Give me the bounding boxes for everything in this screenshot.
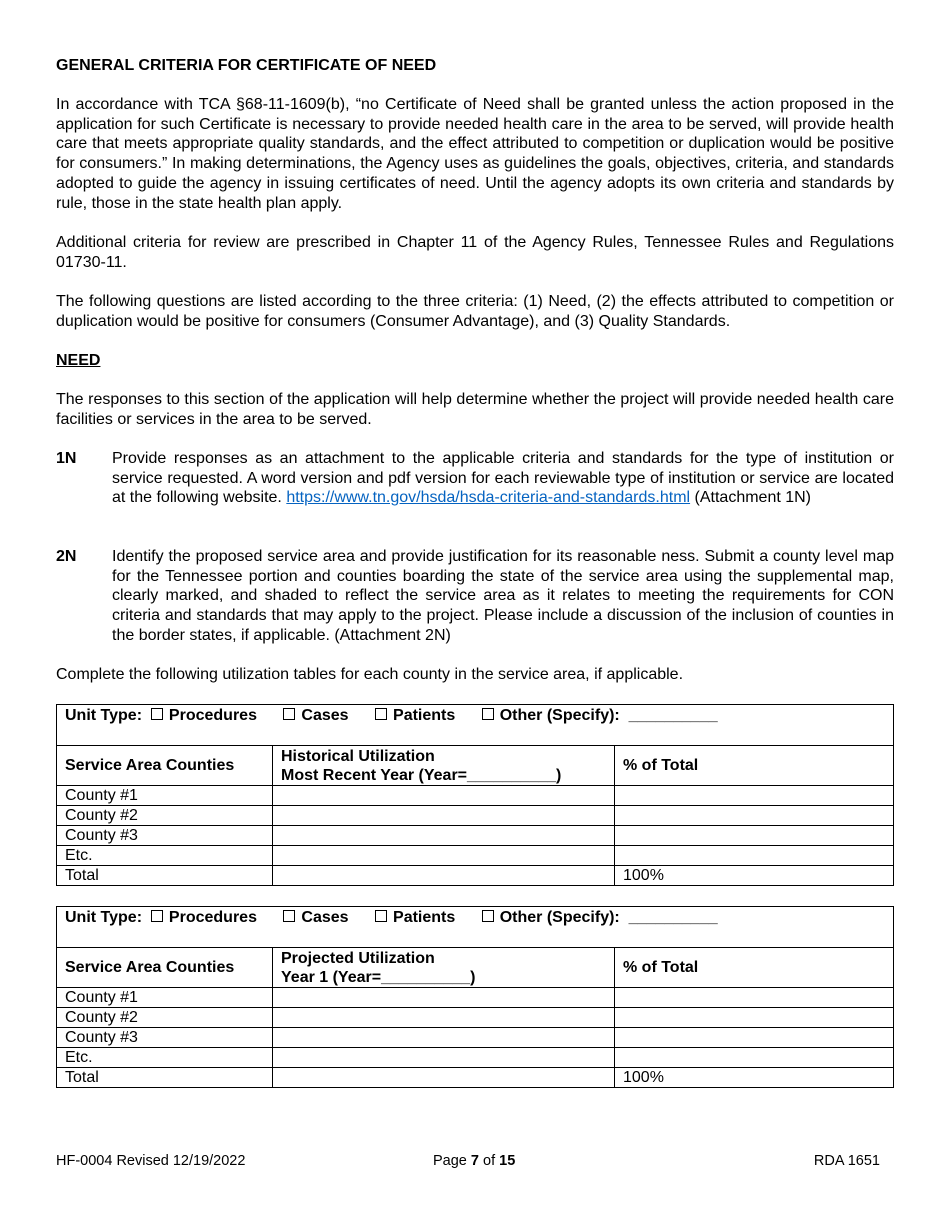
unit-type-row — [57, 907, 894, 948]
checkbox-icon — [151, 708, 163, 720]
checkbox-procedures[interactable]: Procedures — [151, 707, 257, 724]
table-row: Etc. — [57, 1048, 894, 1068]
header-percent: % of Total — [615, 746, 894, 786]
header-counties: Service Area Counties — [57, 948, 273, 988]
paragraph-tca: In accordance with TCA §68-11-1609(b), “no Certificate of Need shall be granted unless the action proposed in the application for such Certificate is necessary to provide needed health care in the area to be served, will provide health care that meets appropriate quality standards, and the effect attributed to competition or duplication would be positive for consumers.” In making determinations, the Agency uses as guidelines the goals, objectives, criteria, and standards adopted to guide the agency in issuing certificates of need. Until the agency adopts its own criteria and standards by rule, those in the state health plan apply. — [56, 96, 894, 212]
table-row: County #2 — [57, 1008, 894, 1028]
question-number: 1N — [56, 450, 77, 467]
table-row: County #2 — [57, 806, 894, 826]
header-counties: Service Area Counties — [57, 746, 273, 786]
table-row-total: Total 100% — [57, 1068, 894, 1088]
checkbox-icon — [482, 910, 494, 922]
checkbox-other[interactable]: Other (Specify): — [482, 707, 620, 724]
need-heading: NEED — [56, 352, 101, 369]
checkbox-procedures[interactable]: Procedures — [151, 909, 257, 926]
footer-rda: RDA 1651 — [813, 1153, 880, 1169]
unit-type-label: Unit Type: — [65, 707, 143, 724]
checkbox-icon — [482, 708, 494, 720]
question-1n — [56, 449, 894, 508]
header-utilization: Projected Utilization Year 1 (Year=__________) — [273, 948, 615, 988]
table-row: County #1 — [57, 786, 894, 806]
checkbox-other[interactable]: Other (Specify): — [482, 909, 620, 926]
question-number: 2N — [56, 548, 77, 565]
checkbox-patients[interactable]: Patients — [375, 909, 455, 926]
question-text: Provide responses as an attachment to the applicable criteria and standards for the type of institution or service requested. A word version and pdf version for each reviewable type of institution or service are located at the following website. — [112, 450, 894, 507]
paragraph-three-criteria: The following questions are listed according to the three criteria: (1) Need, (2) the effects attributed to competition or duplication would be positive for consumers (Consumer Advantage), and (3) Quality Standards. — [56, 293, 894, 330]
question-text-attachment: (Attachment 1N) — [690, 489, 812, 507]
checkbox-icon — [283, 910, 295, 922]
other-specify-blank[interactable]: __________ — [628, 909, 718, 926]
checkbox-icon — [151, 910, 163, 922]
unit-type-label: Unit Type: — [65, 909, 143, 926]
projected-utilization-table — [56, 906, 894, 1088]
paragraph-complete-tables: Complete the following utilization tables for each county in the service area, if applicable. — [56, 666, 684, 683]
criteria-standards-link[interactable]: https://www.tn.gov/hsda/hsda-criteria-and-standards.html — [286, 489, 691, 507]
table-row: County #3 — [57, 1028, 894, 1048]
checkbox-patients[interactable]: Patients — [375, 707, 455, 724]
table-row-total: Total 100% — [57, 866, 894, 886]
question-text: Identify the proposed service area and provide justification for its reasonable ness. Submit a county level map for the Tennessee portion and counties boarding the state of the service area using the supplemental map, clearly marked, and shaded to reflect the service area as it relates to meeting the requirements for CON criteria and standards that may apply to the project. Please include a discussion of the inclusion of counties in the border states, if applicable. (Attachment 2N) — [112, 548, 894, 644]
checkbox-icon — [375, 910, 387, 922]
other-specify-blank[interactable]: __________ — [628, 707, 718, 724]
table-row: County #1 — [57, 988, 894, 1008]
checkbox-icon — [283, 708, 295, 720]
table-row: County #3 — [57, 826, 894, 846]
paragraph-additional-criteria: Additional criteria for review are prescribed in Chapter 11 of the Agency Rules, Tennessee Rules and Regulations 01730-11. — [56, 234, 894, 271]
section-title: GENERAL CRITERIA FOR CERTIFICATE OF NEED — [56, 57, 437, 74]
paragraph-need-intro: The responses to this section of the application will help determine whether the project will provide needed health care facilities or services in the area to be served. — [56, 391, 894, 428]
checkbox-cases[interactable]: Cases — [283, 707, 348, 724]
footer-form-id: HF-0004 Revised 12/19/2022 — [56, 1153, 246, 1169]
unit-type-row — [57, 705, 894, 746]
footer-page-number: Page 7 of 15 — [433, 1153, 516, 1169]
table-row: Etc. — [57, 846, 894, 866]
header-percent: % of Total — [615, 948, 894, 988]
checkbox-icon — [375, 708, 387, 720]
historical-utilization-table — [56, 704, 894, 886]
header-utilization: Historical Utilization Most Recent Year (Year=__________) — [273, 746, 615, 786]
question-2n — [56, 547, 894, 646]
checkbox-cases[interactable]: Cases — [283, 909, 348, 926]
